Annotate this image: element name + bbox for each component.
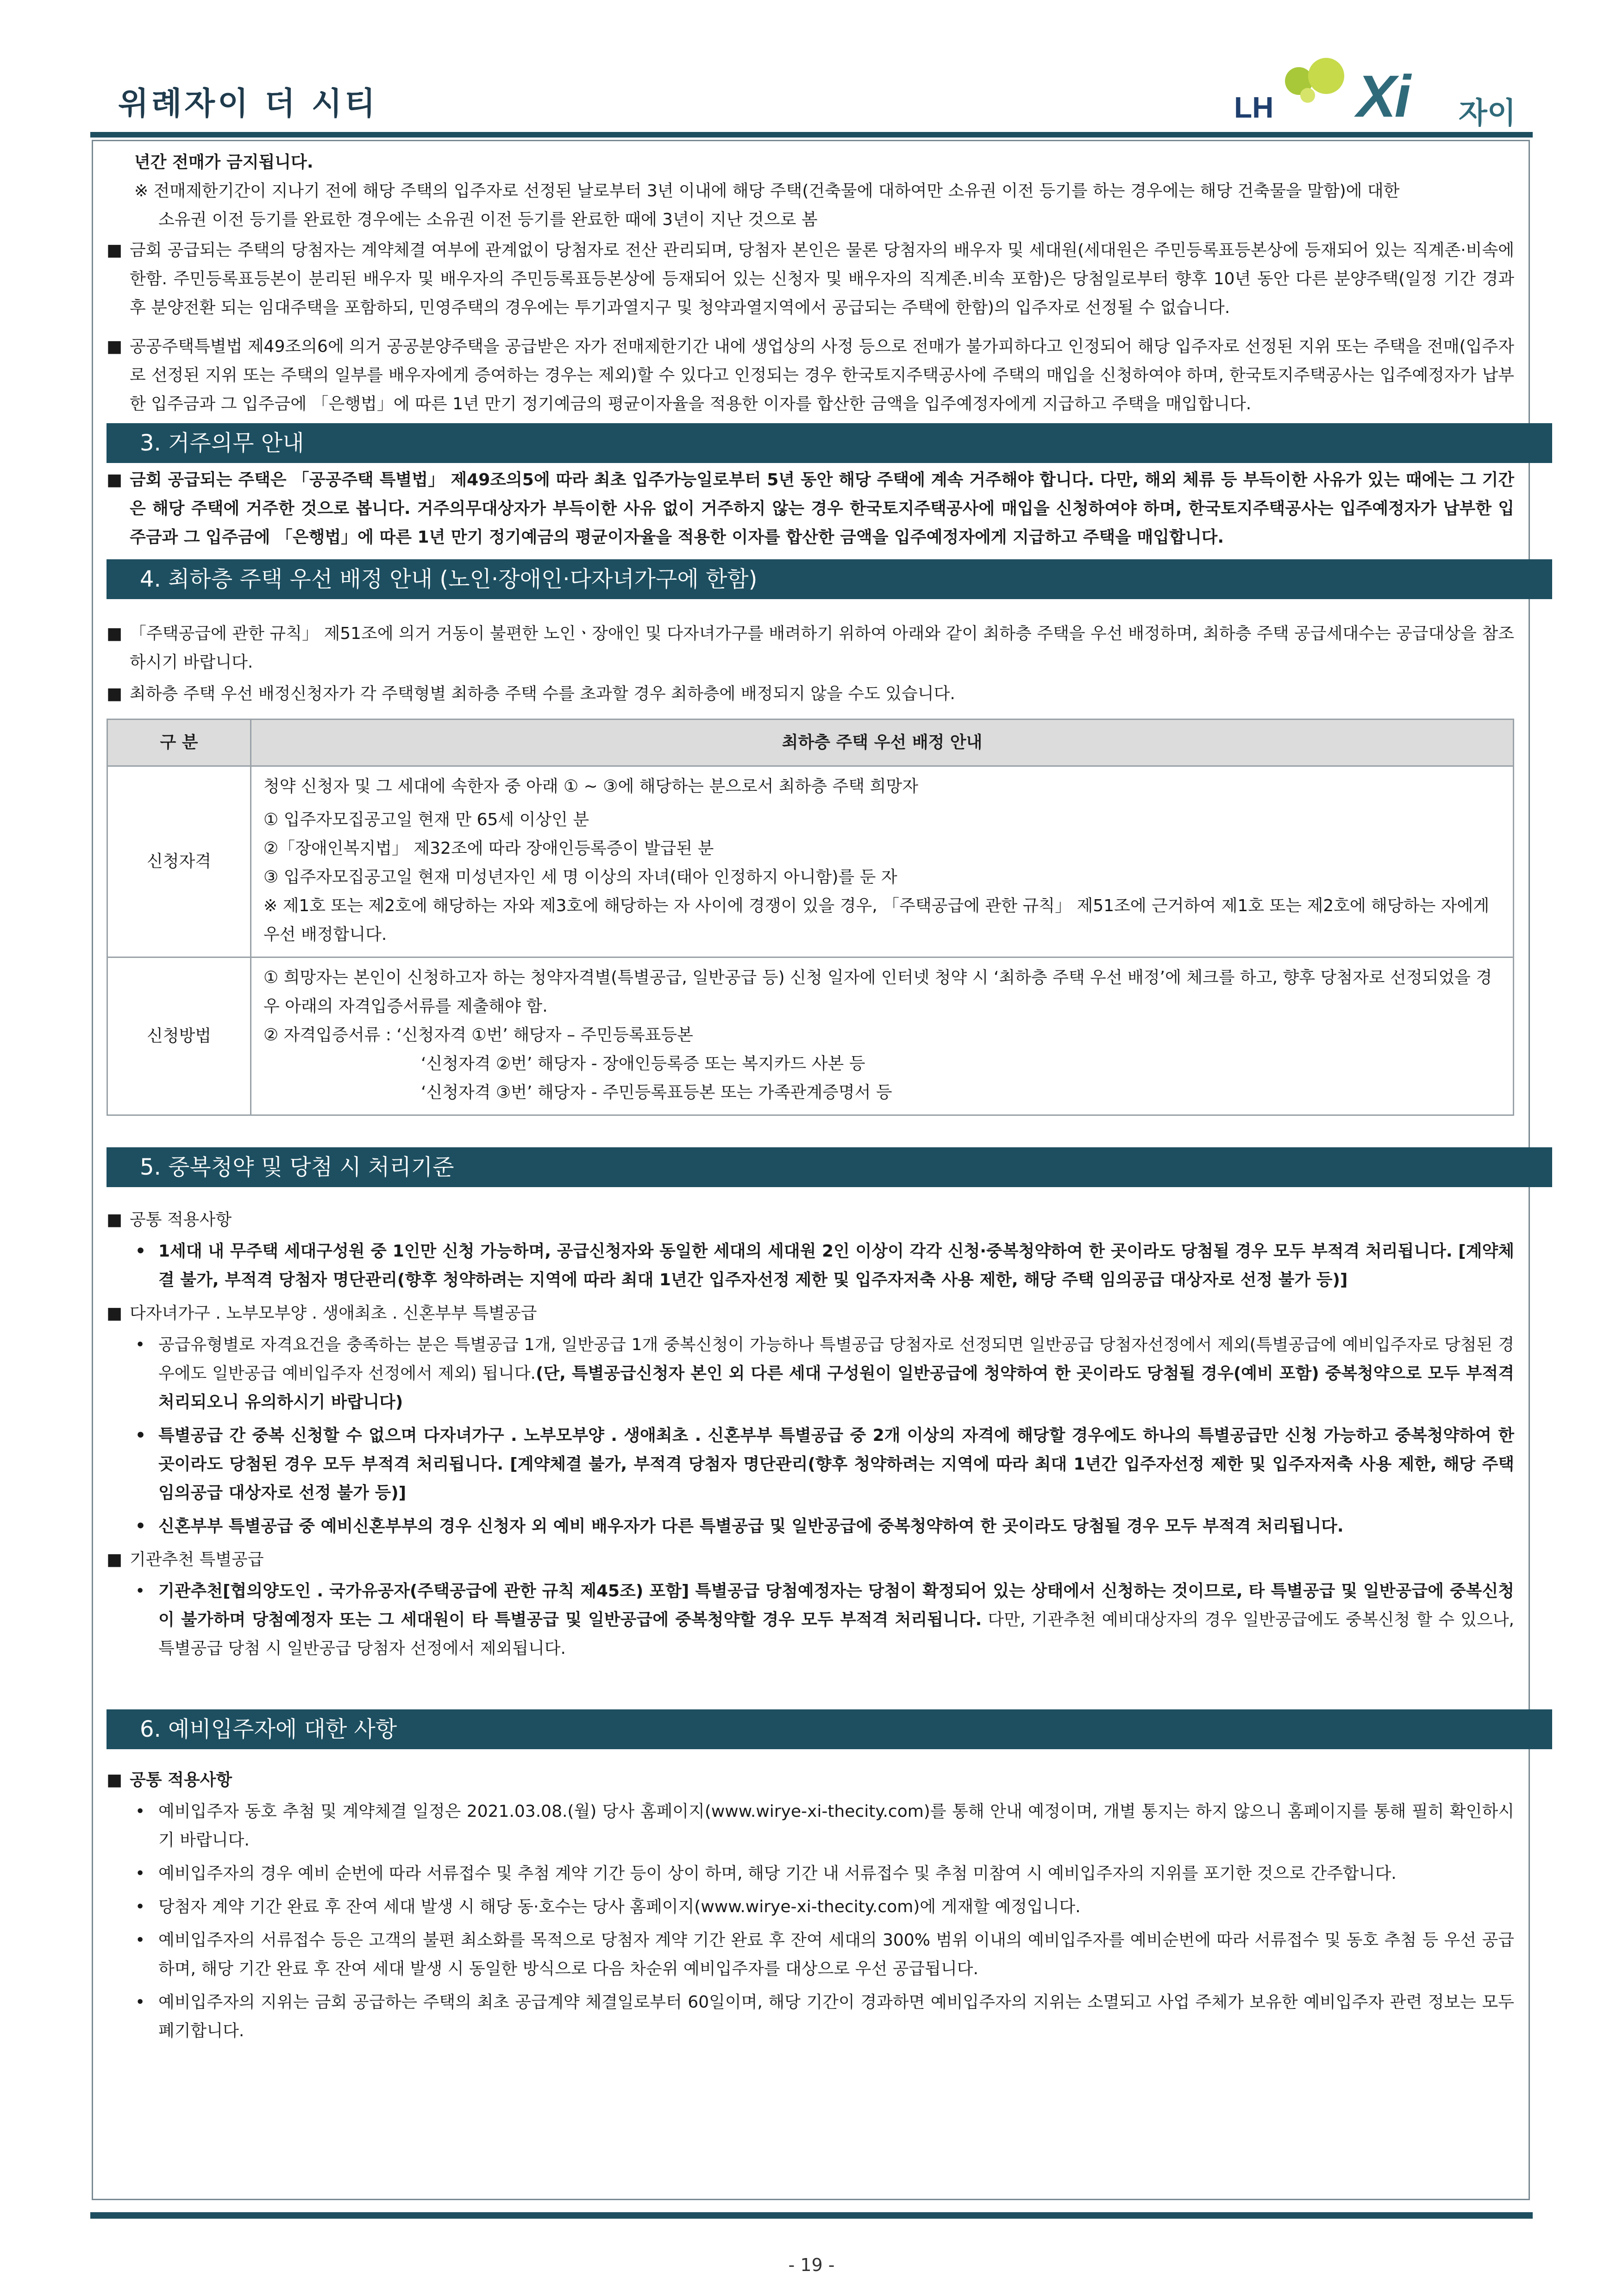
subsection-heading: ■ 공통 적용사항 bbox=[107, 1766, 1514, 1795]
table-line: 청약 신청자 및 그 세대에 속한자 중 아래 ① ~ ③에 해당하는 분으로서 최하층 주택 희망자 bbox=[263, 777, 918, 796]
section-heading: 3. 거주의무 안내 bbox=[107, 423, 1552, 463]
dot-bullet-icon: • bbox=[135, 1335, 145, 1354]
list-item: • 신혼부부 특별공급 중 예비신혼부부의 경우 신청자 외 예비 배우자가 다른 특별공급 및 일반공급에 중복청약하여 한 곳이라도 당첨될 경우 모두 부적격 처리됩니다. bbox=[107, 1512, 1514, 1541]
subsection-heading: ■ 기관추천 특별공급 bbox=[107, 1545, 1514, 1574]
square-bullet-icon: ■ bbox=[107, 1210, 123, 1229]
table-header-row bbox=[107, 719, 1514, 766]
square-bullet-icon: ■ bbox=[107, 241, 123, 260]
lh-logo-text: LH bbox=[1234, 91, 1274, 124]
dot-bullet-icon: • bbox=[135, 1802, 145, 1821]
list-item: • 예비입주자의 경우 예비 순번에 따라 서류접수 및 추첨 계약 기간 등이 상이 하며, 해당 기간 내 서류접수 및 추첨 미참여 시 예비입주자의 지위를 포기한 것으로 간주합니다. bbox=[107, 1859, 1514, 1888]
intro-note: ※ 전매제한기간이 지나기 전에 해당 주택의 입주자로 선정된 날로부터 3년 이내에 해당 주택(건축물에 대하여만 소유권 이전 등기를 하는 경우에는 해당 건축물을 말함)에 대한 bbox=[134, 181, 1400, 200]
section-heading: 6. 예비입주자에 대한 사항 bbox=[107, 1709, 1552, 1749]
table-line: ‘신청자격 ③번’ 해당자 - 주민등록표등본 또는 가족관계증명서 등 bbox=[421, 1083, 892, 1102]
xi-logo-text: Xi bbox=[1357, 63, 1409, 130]
header-rule bbox=[90, 132, 1533, 138]
square-bullet-icon: ■ bbox=[107, 337, 123, 356]
list-item: • 예비입주자의 서류접수 등은 고객의 불편 최소화를 목적으로 당첨자 계약 기간 완료 후 잔여 세대의 300% 범위 이내의 예비입주자를 예비순번에 따라 서류접수 및 동호 추첨 등 우선 공급하며, 해당 기간 완료 후 잔여 세대 발생 시 동일한 방식으로 다음 차순위 예비입주자를 대상으로 우선 공급됩니다. bbox=[107, 1926, 1514, 1983]
table-line: ① 입주자모집공고일 현재 만 65세 이상인 분 bbox=[263, 810, 589, 829]
square-bullet-icon: ■ bbox=[107, 624, 123, 643]
section-bullet: ■ 금회 공급되는 주택은 「공공주택 특별법」 제49조의5에 따라 최초 입주가능일로부터 5년 동안 해당 주택에 계속 거주해야 합니다. 다만, 해외 체류 등 부득이한 사유가 있는 때에는 그 기간은 해당 주택에 거주한 것으로 봅니다. 거주의무대상자가 부득이한 사유 없이 거주하지 않는 경우 한국토지주택공사에 매입을 신청하여야 하며, 한국토지주택공사는 입주예정자가 납부한 입주금과 그 입주금에 「은행법」에 따른 1년 만기 정기예금의 평균이자율을 적용한 이자를 합산한 금액을 입주예정자에게 지급하고 주택을 매입합니다. bbox=[107, 466, 1514, 552]
table-line: ② 자격입증서류 : ‘신청자격 ①번’ 해당자 – 주민등록표등본 bbox=[263, 1026, 693, 1045]
list-item: • 당첨자 계약 기간 완료 후 잔여 세대 발생 시 해당 동·호수는 당사 홈페이지(www.wirye-xi-thecity.com)에 게재할 예정입니다. bbox=[107, 1893, 1514, 1921]
dot-bullet-icon: • bbox=[135, 1242, 146, 1261]
dot-bullet-icon: • bbox=[135, 1426, 146, 1445]
list-item: • 기관추천[협의양도인 . 국가유공자(주택공급에 관한 규칙 제45조) 포함] 특별공급 당첨예정자는 당첨이 확정되어 있는 상태에서 신청하는 것이므로, 타 특별공급 및 일반공급에 중복신청이 불가하며 당첨예정자 또는 그 세대원이 타 특별공급 및 일반공급에 중복청약할 경우 모두 부적격 처리됩니다. 다만, 기관추천 예비대상자의 경우 일반공급에도 중복신청 할 수 있으나, 특별공급 당첨 시 일반공급 당첨자 선정에서 제외됩니다. bbox=[107, 1577, 1514, 1663]
intro-note-cont: 소유권 이전 등기를 완료한 경우에는 소유권 이전 등기를 완료한 때에 3년이 지난 것으로 봄 bbox=[158, 210, 818, 229]
list-item: • 예비입주자 동호 추첨 및 계약체결 일정은 2021.03.08.(월) 당사 홈페이지(www.wirye-xi-thecity.com)를 통해 안내 예정이며, 개별 통지는 하지 않으니 홈페이지를 통해 필히 확인하시기 바랍니다. bbox=[107, 1797, 1514, 1855]
table-row bbox=[107, 957, 1514, 1115]
square-bullet-icon: ■ bbox=[107, 1550, 123, 1569]
list-item: • 특별공급 간 중복 신청할 수 없으며 다자녀가구 . 노부모부양 . 생애최초 . 신혼부부 특별공급 중 2개 이상의 자격에 해당할 경우에도 하나의 특별공급만 신청 가능하고 중복청약하여 한 곳이라도 당첨된 경우 모두 부적격 처리됩니다. [계약체결 불가, 부적격 당첨자 명단관리(향후 청약하려는 지역에 따라 최대 1년간 입주자선정 제한 및 입주자저축 사용 제한, 해당 주택 임의공급 대상자로 선정 불가 등)] bbox=[107, 1421, 1514, 1508]
table-line: ③ 입주자모집공고일 현재 미성년자인 세 명 이상의 자녀(태아 인정하지 아니함)를 둔 자 bbox=[263, 868, 897, 887]
page-number: - 19 - bbox=[788, 2255, 835, 2275]
dot-bullet-icon: • bbox=[135, 1864, 145, 1883]
intro-bullet: ■ 금회 공급되는 주택의 당첨자는 계약체결 여부에 관계없이 당첨자로 전산 관리되며, 당첨자 본인은 물론 당첨자의 배우자 및 세대원(세대원은 주민등록표등본상에 등재되어 있는 직계존·비속에 한함. 주민등록표등본이 분리된 배우자 및 배우자의 주민등록표등본상에 등재되어 있는 신청자 및 배우자의 직계존.비속 포함)은 당첨일로부터 향후 10년 동안 다른 분양주택(일정 기간 경과 후 분양전환 되는 임대주택을 포함하되, 민영주택의 경우에는 투기과열지구 및 청약과열지역에서 공급되는 주택에 한함)의 입주자로 선정될 수 없습니다. bbox=[107, 236, 1514, 322]
table-line: ① 희망자는 본인이 신청하고자 하는 청약자격별(특별공급, 일반공급 등) 신청 일자에 인터넷 청약 시 ‘최하층 주택 우선 배정’에 체크를 하고, 향후 당첨자로 선정되었을 경우 아래의 자격입증서류를 제출해야 함. bbox=[263, 968, 1492, 1016]
table-header-cell: 구 분 bbox=[107, 719, 251, 766]
row-label: 신청자격 bbox=[107, 766, 251, 957]
dot-bullet-icon: • bbox=[135, 1517, 146, 1536]
xi-logo-korean: 자이 bbox=[1459, 96, 1516, 131]
section-bullet: ■ 최하층 주택 우선 배정신청자가 각 주택형별 최하층 주택 수를 초과할 경우 최하층에 배정되지 않을 수도 있습니다. bbox=[107, 680, 1514, 708]
row-content bbox=[251, 957, 1514, 1115]
square-bullet-icon: ■ bbox=[107, 1770, 123, 1789]
table-header-cell: 최하층 주택 우선 배정 안내 bbox=[251, 719, 1514, 766]
footer-rule bbox=[90, 2212, 1533, 2219]
floor-allocation-table bbox=[107, 719, 1514, 1116]
logo-dot-icon bbox=[1308, 58, 1344, 94]
document-title: 위례자이 더 시티 bbox=[118, 86, 378, 122]
table-line: ※ 제1호 또는 제2호에 해당하는 자와 제3호에 해당하는 자 사이에 경쟁이 있을 경우, 「주택공급에 관한 규칙」 제51조에 근거하여 제1호 또는 제2호에 해당하는 자에게 우선 배정합니다. bbox=[263, 896, 1490, 944]
subsection-heading: ■ 다자녀가구 . 노부모부양 . 생애최초 . 신혼부부 특별공급 bbox=[107, 1299, 1514, 1328]
document-body bbox=[107, 148, 1514, 2046]
intro-line: 년간 전매가 금지됩니다. bbox=[134, 153, 313, 172]
square-bullet-icon: ■ bbox=[107, 470, 123, 489]
dot-bullet-icon: • bbox=[135, 1931, 145, 1950]
section-bullet: ■ 「주택공급에 관한 규칙」 제51조에 의거 거동이 불편한 노인ㆍ장애인 및 다자녀가구를 배려하기 위하여 아래와 같이 최하층 주택을 우선 배정하며, 최하층 주택 공급세대수는 공급대상을 참조하시기 바랍니다. bbox=[107, 619, 1514, 677]
logo-dot-icon bbox=[1300, 88, 1315, 103]
intro-bullet: ■ 공공주택특별법 제49조의6에 의거 공공분양주택을 공급받은 자가 전매제한기간 내에 생업상의 사정 등으로 전매가 불가피하다고 인정되어 해당 입주자로 선정된 지위 또는 주택을 전매(입주자로 선정된 지위 또는 주택의 일부를 배우자에게 증여하는 경우는 제외)할 수 있다고 인정되는 경우 한국토지주택공사에 주택의 매입을 신청하여야 하며, 한국토지주택공사는 입주예정자가 납부한 입주금과 그 입주금에 「은행법」에 따른 1년 만기 정기예금의 평균이자율을 적용한 이자를 합산한 금액을 입주예정자에게 지급하고 주택을 매입합니다. bbox=[107, 332, 1514, 419]
section-heading: 5. 중복청약 및 당첨 시 처리기준 bbox=[107, 1147, 1552, 1187]
list-item: • 1세대 내 무주택 세대구성원 중 1인만 신청 가능하며, 공급신청자와 동일한 세대의 세대원 2인 이상이 각각 신청·중복청약하여 한 곳이라도 당첨될 경우 모두 부적격 처리됩니다. [계약체결 불가, 부적격 당첨자 명단관리(향후 청약하려는 지역에 따라 최대 1년간 입주자선정 제한 및 입주자저축 사용 제한, 해당 주택 임의공급 대상자로 선정 불가 등)] bbox=[107, 1237, 1514, 1295]
table-row bbox=[107, 766, 1514, 957]
table-line: ②「장애인복지법」 제32조에 따라 장애인등록증이 발급된 분 bbox=[263, 839, 714, 858]
dot-bullet-icon: • bbox=[135, 1897, 145, 1916]
brand-logo bbox=[1222, 53, 1533, 131]
table-line: ‘신청자격 ②번’ 해당자 - 장애인등록증 또는 복지카드 사본 등 bbox=[421, 1054, 865, 1073]
square-bullet-icon: ■ bbox=[107, 1304, 123, 1323]
list-item: • 공급유형별로 자격요건을 충족하는 분은 특별공급 1개, 일반공급 1개 중복신청이 가능하나 특별공급 당첨자로 선정되면 일반공급 당첨자선정에서 제외(특별공급에 예비입주자로 당첨된 경우에도 일반공급 예비입주자 선정에서 제외) 됩니다.(단, 특별공급신청자 본인 외 다른 세대 구성원이 일반공급에 청약하여 한 곳이라도 당첨될 경우(예비 포함) 중복청약으로 모두 부적격 처리되오니 유의하시기 바랍니다) bbox=[107, 1331, 1514, 1417]
row-content bbox=[251, 766, 1514, 957]
dot-bullet-icon: • bbox=[135, 1582, 145, 1601]
row-label: 신청방법 bbox=[107, 957, 251, 1115]
section-heading: 4. 최하층 주택 우선 배정 안내 (노인·장애인·다자녀가구에 한함) bbox=[107, 559, 1552, 599]
subsection-heading: ■ 공통 적용사항 bbox=[107, 1206, 1514, 1234]
list-item: • 예비입주자의 지위는 금회 공급하는 주택의 최초 공급계약 체결일로부터 60일이며, 해당 기간이 경과하면 예비입주자의 지위는 소멸되고 사업 주체가 보유한 예비입주자 관련 정보는 모두 폐기합니다. bbox=[107, 1988, 1514, 2046]
dot-bullet-icon: • bbox=[135, 1993, 145, 2012]
square-bullet-icon: ■ bbox=[107, 684, 123, 703]
